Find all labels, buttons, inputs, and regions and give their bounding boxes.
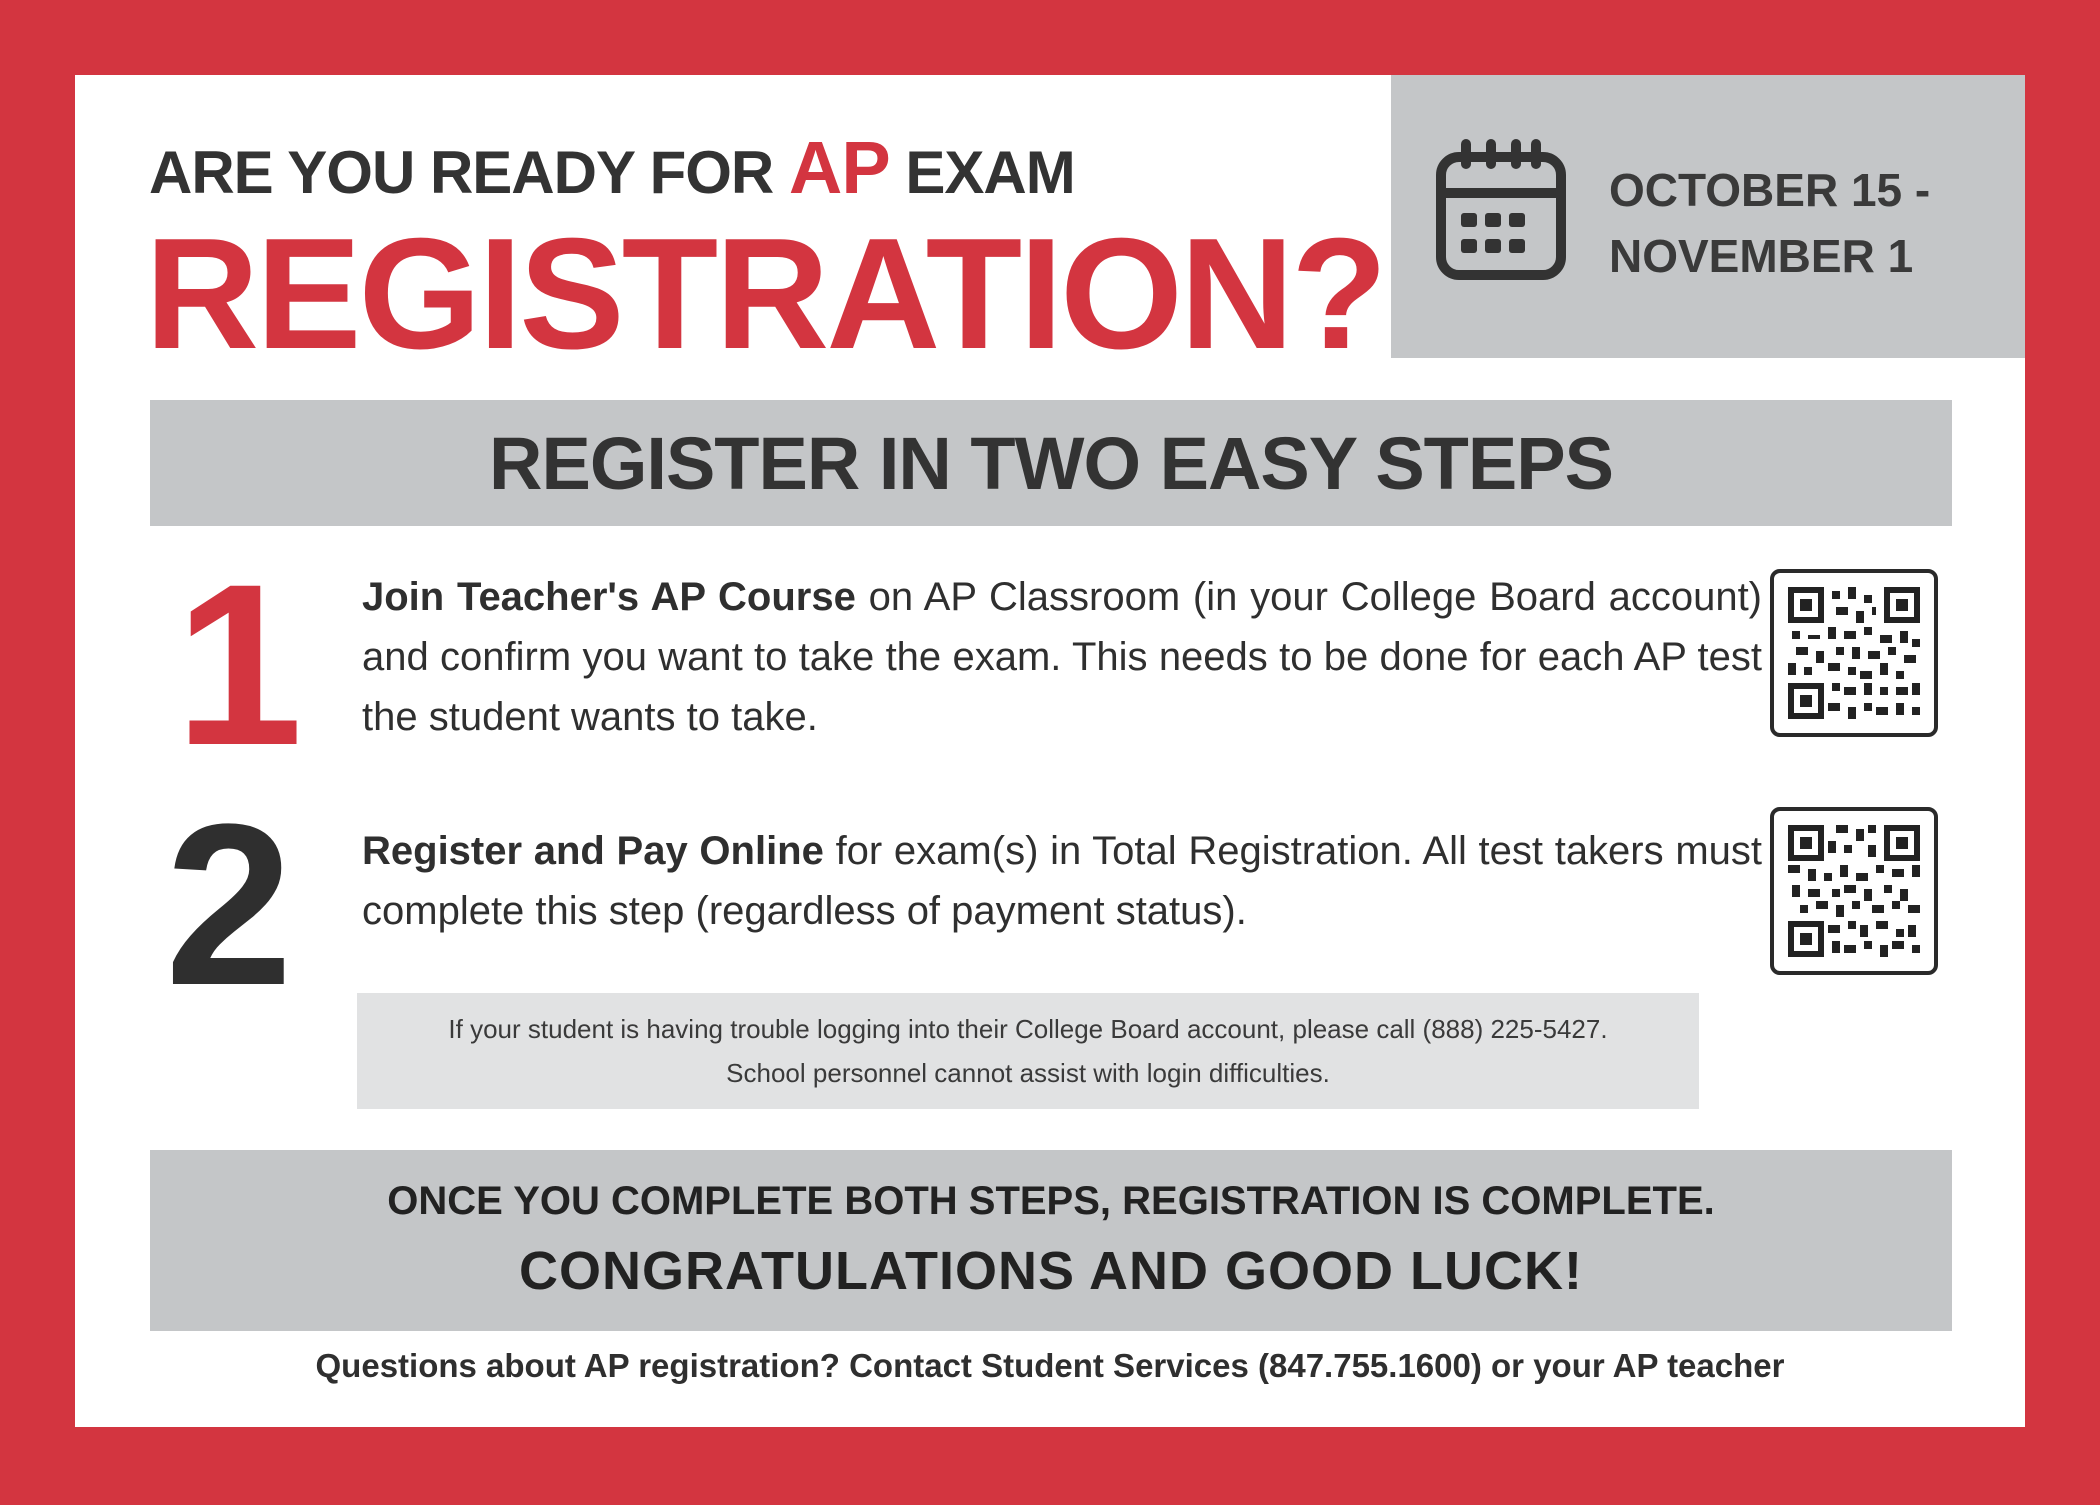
login-help-line-2: School personnel cannot assist with login difficulties. <box>726 1058 1330 1088</box>
qr-code-icon[interactable] <box>1770 569 1938 737</box>
step-1-title: Join Teacher's AP Course <box>362 575 856 619</box>
date-end: NOVEMBER 1 <box>1609 230 1914 282</box>
kicker-before: ARE YOU READY FOR <box>149 139 789 206</box>
qr-code-icon <box>1788 825 1920 957</box>
step-1-text <box>362 567 1762 747</box>
date-box <box>1391 75 2025 358</box>
kicker-accent: AP <box>788 126 890 209</box>
kicker-title <box>149 125 1075 210</box>
qr-code-icon[interactable] <box>1770 807 1938 975</box>
calendar-icon <box>1431 135 1571 285</box>
completion-banner <box>150 1150 1952 1331</box>
step-1-number: 1 <box>175 536 303 793</box>
flyer-card <box>75 75 2025 1427</box>
step-2-description: for exam(s) in Total Registration. All test takers must complete this step (regardless of payment status). <box>362 829 1762 933</box>
footer-contact: Questions about AP registration? Contact Student Services (847.755.1600) or your AP teacher <box>315 1347 1785 1384</box>
date-start: OCTOBER 15 - <box>1609 164 1931 216</box>
step-1-description: on AP Classroom (in your College Board account) and confirm you want to take the exam. This needs to be done for each AP test the student wants to take. <box>362 575 1762 739</box>
step-2-text <box>362 821 1762 941</box>
step-2-title: Register and Pay Online <box>362 829 824 873</box>
completion-message: ONCE YOU COMPLETE BOTH STEPS, REGISTRATION IS COMPLETE. <box>387 1178 1715 1223</box>
steps-banner: REGISTER IN TWO EASY STEPS <box>150 400 1952 526</box>
congratulations-message: CONGRATULATIONS AND GOOD LUCK! <box>519 1240 1583 1301</box>
qr-code-icon <box>1788 587 1920 719</box>
date-range <box>1609 157 1930 289</box>
login-help-note <box>357 993 1699 1109</box>
step-2-number: 2 <box>165 776 293 1033</box>
login-help-line-1: If your student is having trouble logging into their College Board account, please call (888) 225-5427. <box>448 1014 1608 1044</box>
headline: REGISTRATION? <box>145 206 1385 382</box>
kicker-after: EXAM <box>889 139 1075 206</box>
